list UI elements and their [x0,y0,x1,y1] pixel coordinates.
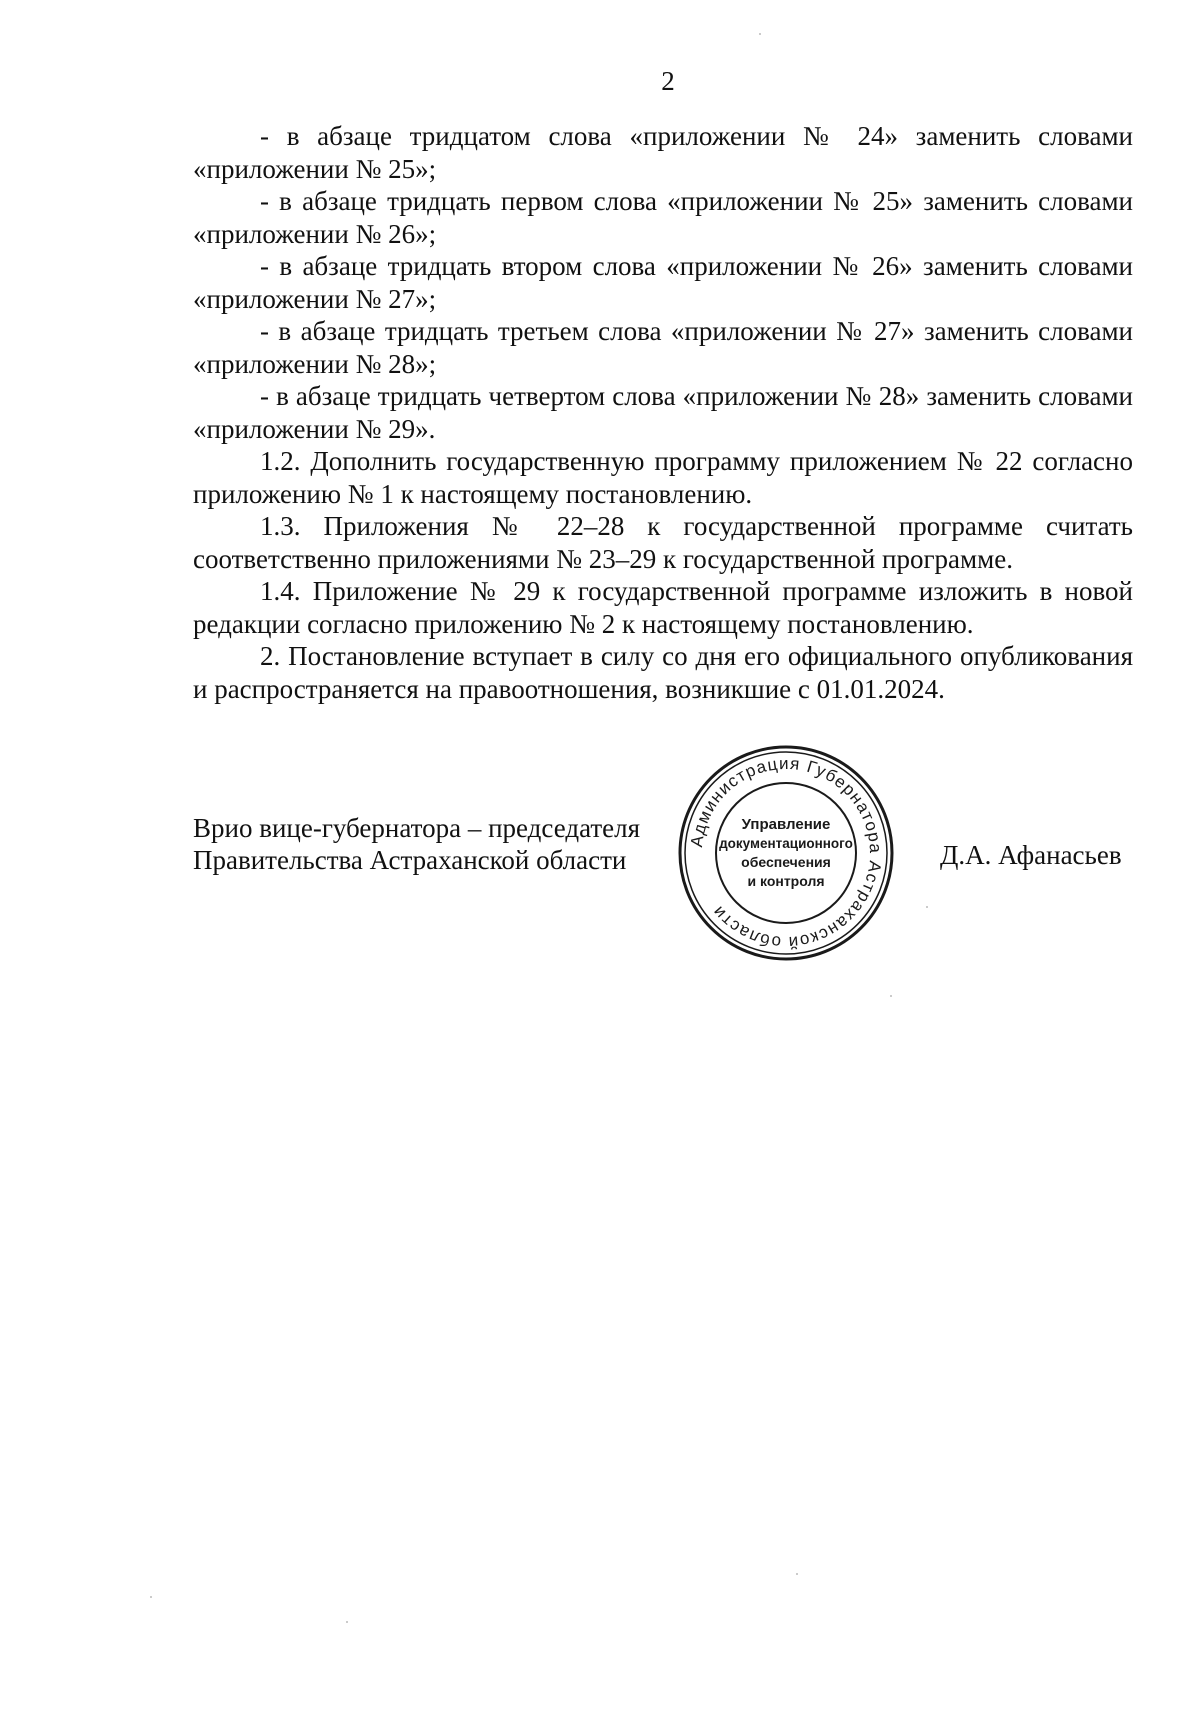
page-number: 2 [661,66,675,96]
paragraph-abzac-33: - в абзаце тридцать третьем слова «приложении № 27» заменить словами «приложении № 28»; [193,316,1133,379]
scan-speck [346,1621,348,1623]
seal-inner-line1: Управление [741,816,831,833]
paragraph-abzac-31: - в абзаце тридцать первом слова «приложении № 25» заменить словами «приложении № 26»; [193,186,1133,249]
document-body [193,120,1133,705]
scan-speck [796,1573,798,1575]
scan-speck [759,33,761,35]
seal-inner-line2: документационного [719,836,853,851]
paragraph-abzac-32: - в абзаце тридцать втором слова «приложении № 26» заменить словами «приложении № 27»; [193,251,1133,314]
paragraph-abzac-30: - в абзаце тридцатом слова «приложении № 24» заменить словами «приложении № 25»; [193,121,1133,184]
paragraph-1-2: 1.2. Дополнить государственную программу приложением № 22 согласно приложению № 1 к настоящему постановлению. [193,446,1133,509]
signatory-position-line1: Врио вице-губернатора – председателя [193,813,641,843]
seal-inner-line3: обеспечения [741,854,831,870]
scan-speck [890,995,892,997]
paragraph-1-3: 1.3. Приложения № 22–28 к государственной программе считать соответственно приложениями № 23–29 к государственной программе. [193,511,1133,574]
signatory-name: Д.А. Афанасьев [940,840,1122,870]
scan-speck [150,1596,152,1598]
signatory-position-line2: Правительства Астраханской области [193,845,627,875]
official-seal-stamp [676,743,896,963]
seal-outer-text: Администрация Губернатора Астраханской области [687,753,886,953]
signatory-position [193,812,653,876]
seal-inner-line4: и контроля [747,873,825,889]
paragraph-1-4: 1.4. Приложение № 29 к государственной программе изложить в новой редакции согласно приложению № 2 к настоящему постановлению. [193,576,1133,639]
scan-speck [926,906,928,908]
paragraph-abzac-34: - в абзаце тридцать четвертом слова «приложении № 28» заменить словами «приложении № 29». [193,381,1133,444]
paragraph-2: 2. Постановление вступает в силу со дня его официального опубликования и распространяется на правоотношения, возникшие с 01.01.2024. [193,641,1133,704]
